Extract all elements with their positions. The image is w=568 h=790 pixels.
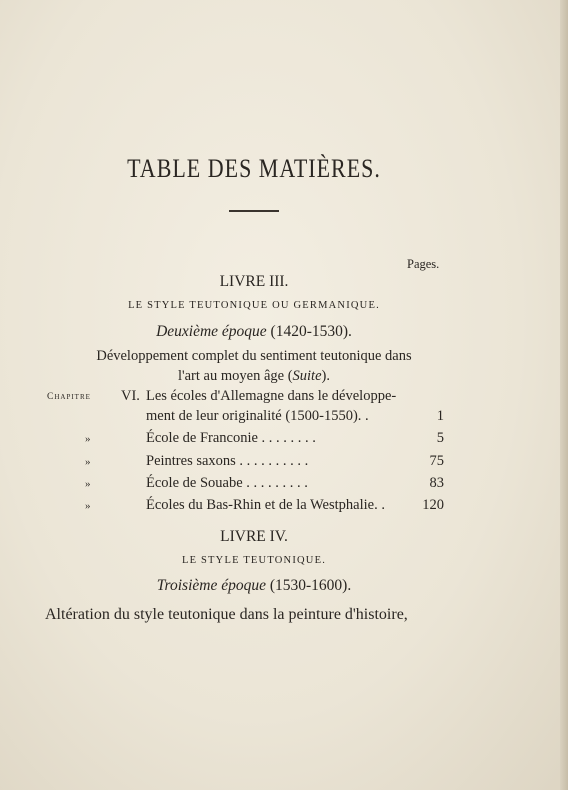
ditto-mark: » bbox=[85, 500, 91, 512]
toc-row bbox=[0, 408, 568, 430]
toc-entry-text: Écoles du Bas-Rhin et de la Westphalie. . bbox=[146, 497, 385, 513]
livre-4-epoch-label: Troisième époque bbox=[156, 577, 266, 594]
toc-page-number: 75 bbox=[429, 453, 444, 469]
livre-3-description bbox=[0, 346, 508, 386]
toc-page-number: 83 bbox=[429, 475, 444, 491]
toc-row bbox=[0, 475, 568, 497]
toc-row bbox=[0, 453, 568, 475]
livre-3-epoch-label: Deuxième époque bbox=[156, 323, 267, 340]
toc-row bbox=[0, 388, 568, 410]
toc-row bbox=[0, 497, 568, 519]
toc-entry-text: École de Franconie . . . . . . . . bbox=[146, 430, 316, 446]
page-title: TABLE DES MATIÈRES. bbox=[127, 153, 381, 183]
livre-3-description-line-2: l'art au moyen âge (Suite). bbox=[177, 368, 330, 384]
toc-entry-text: Peintres saxons . . . . . . . . . . bbox=[146, 453, 309, 469]
pages-column-label: Pages. bbox=[407, 257, 440, 271]
livre-4-description: Altération du style teutonique dans la peinture d'histoire, bbox=[45, 606, 408, 623]
livre-4-heading: LIVRE IV. bbox=[220, 528, 288, 545]
livre-3-epoch bbox=[0, 323, 508, 341]
livre-3-epoch-years: (1420-1530). bbox=[270, 323, 352, 340]
toc-page-number: 5 bbox=[436, 430, 444, 446]
livre-3-subject: LE STYLE TEUTONIQUE OU GERMANIQUE. bbox=[128, 300, 380, 311]
toc-entry-text: École de Souabe . . . . . . . . . bbox=[146, 475, 308, 491]
toc-entry-text: ment de leur originalité (1500-1550). . bbox=[146, 408, 369, 424]
livre-4-epoch-years: (1530-1600). bbox=[269, 577, 352, 594]
livre-3-heading: LIVRE III. bbox=[219, 273, 289, 290]
chapter-number: VI. bbox=[121, 388, 140, 404]
livre-4-epoch bbox=[0, 577, 508, 595]
toc-page-number: 1 bbox=[436, 408, 444, 424]
toc-entry-text: Les écoles d'Allemagne dans le développe- bbox=[146, 388, 397, 404]
ditto-mark: » bbox=[85, 433, 91, 445]
chapter-prefix: Chapitre bbox=[47, 392, 91, 402]
livre-4-subject: LE STYLE TEUTONIQUE. bbox=[181, 555, 327, 566]
ditto-mark: » bbox=[85, 456, 91, 468]
title-rule bbox=[229, 210, 279, 212]
livre-3-description-line-1: Développement complet du sentiment teutonique dans bbox=[96, 348, 412, 364]
toc-page-number: 120 bbox=[422, 497, 444, 513]
ditto-mark: » bbox=[85, 478, 91, 490]
toc-row bbox=[0, 430, 568, 452]
